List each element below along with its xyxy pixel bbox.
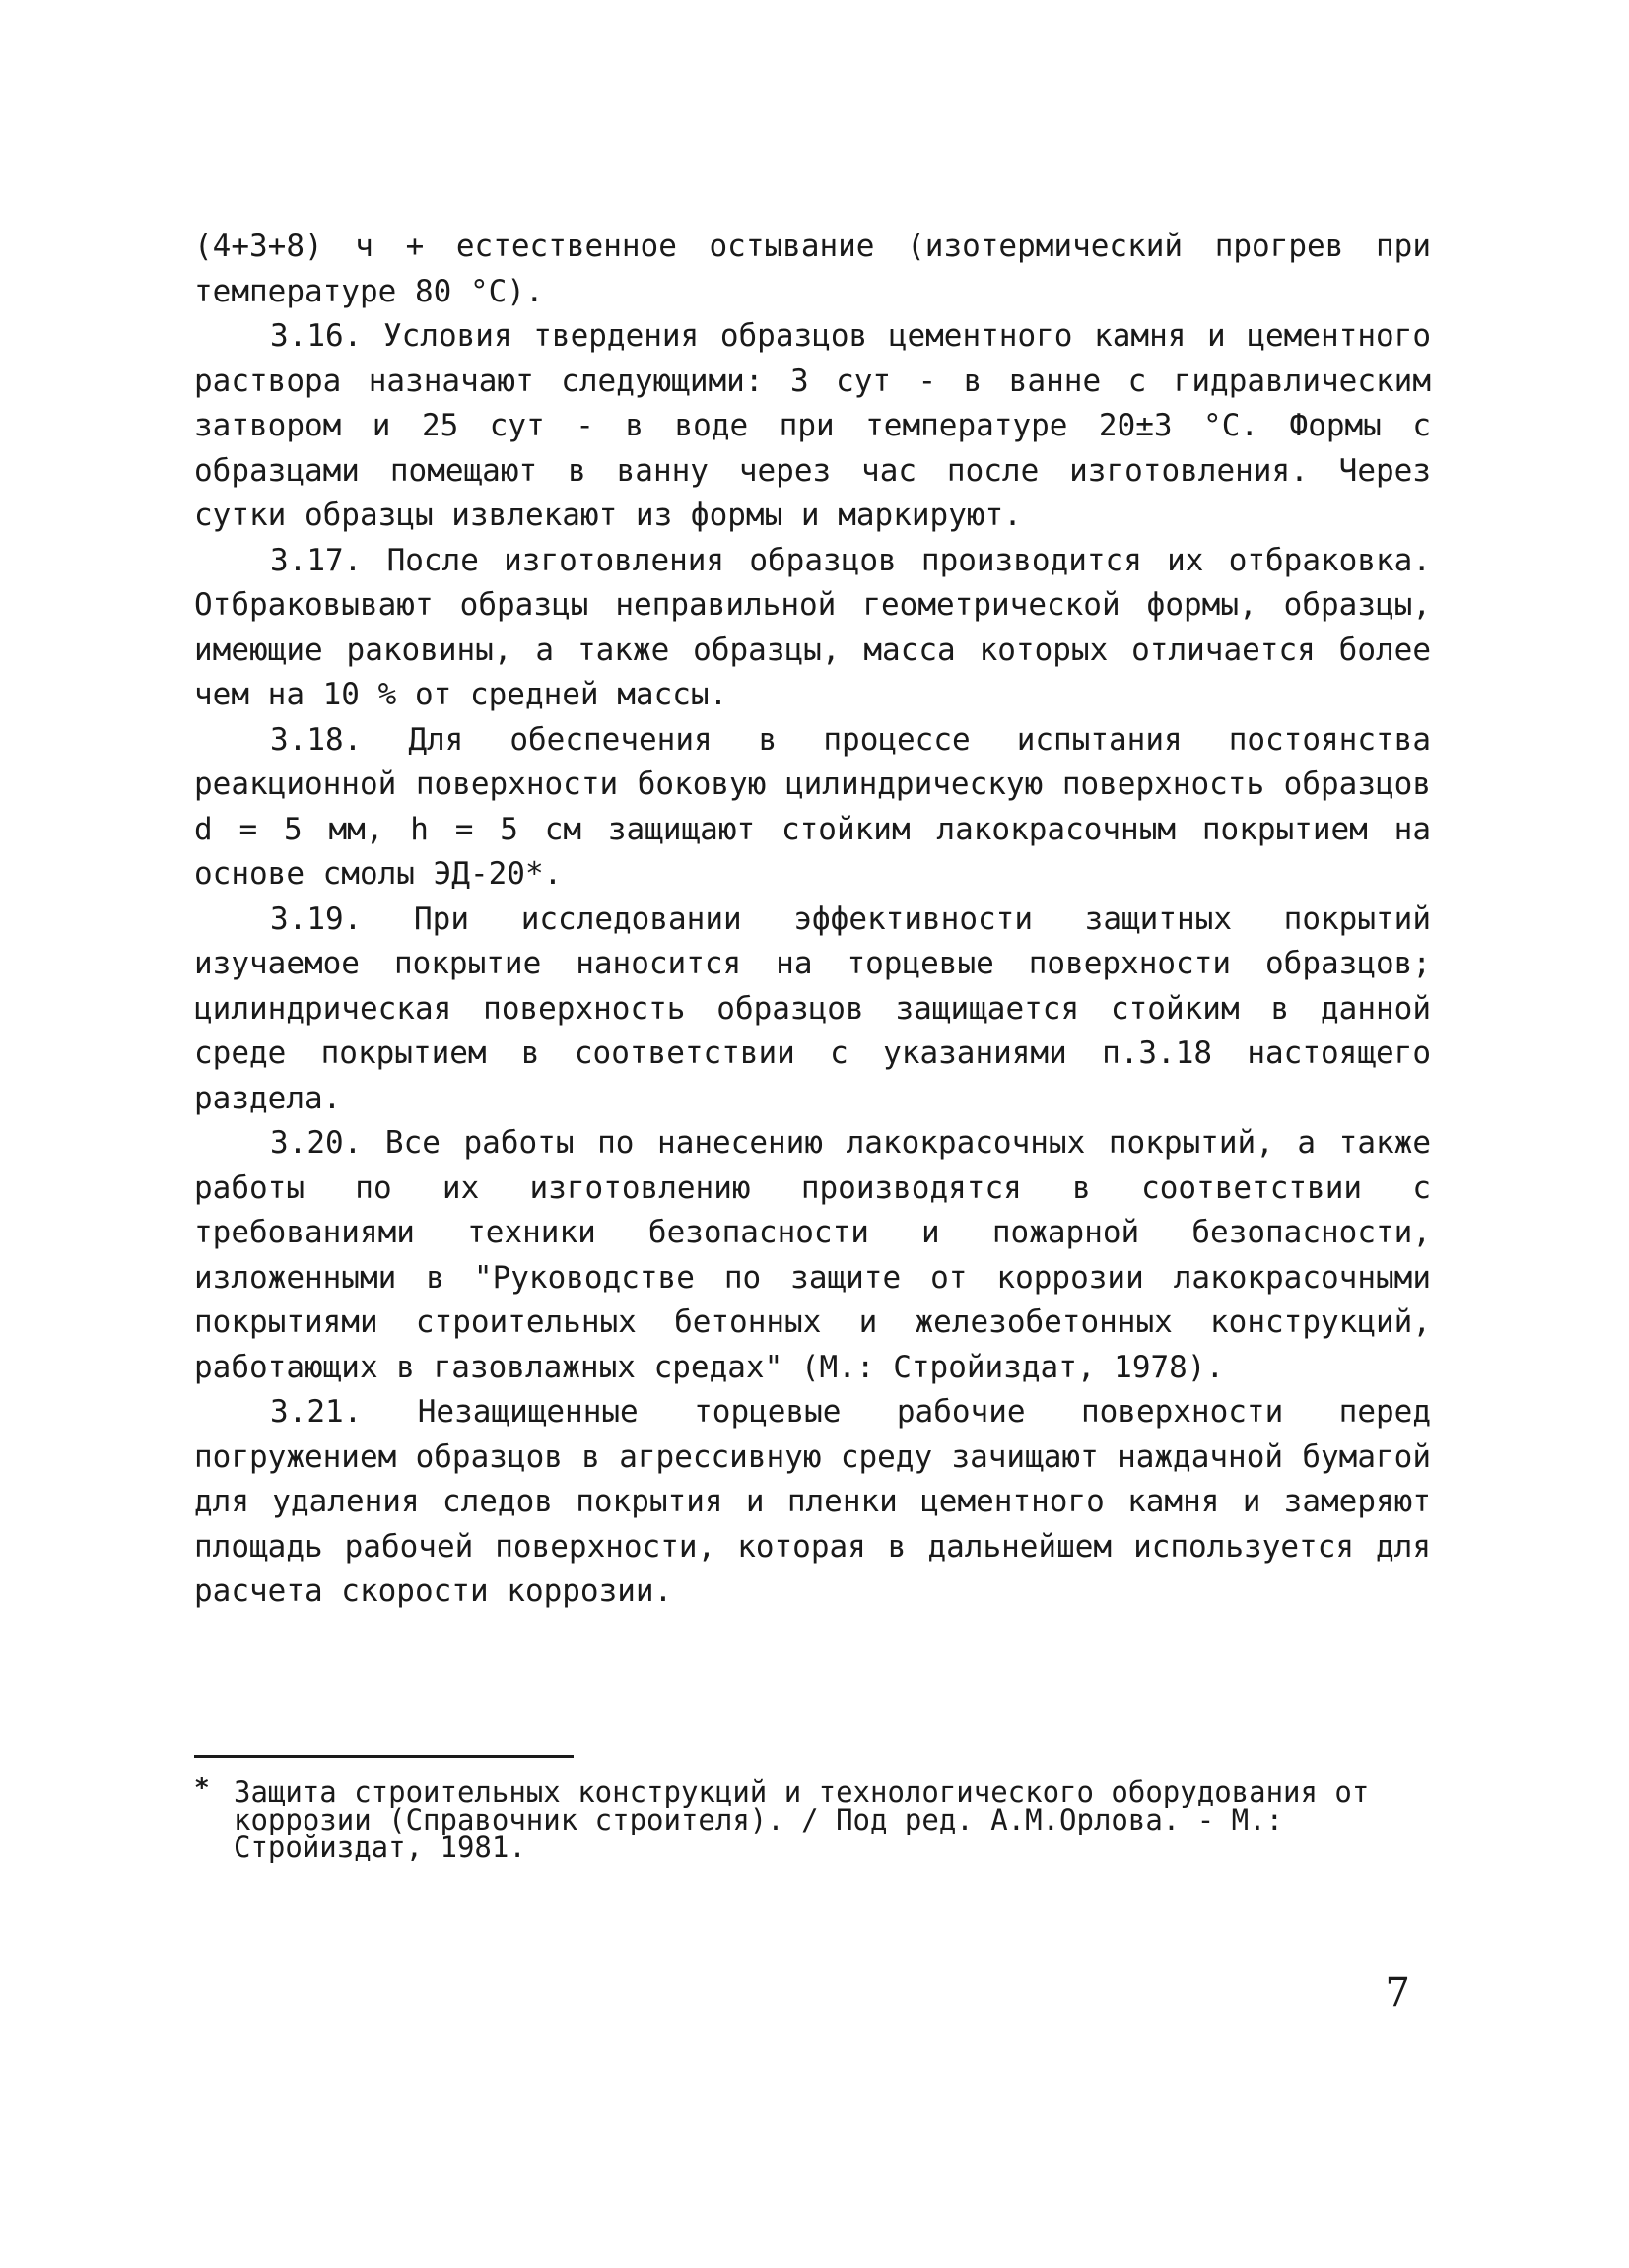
paragraph-3-21: 3.21. Незащищенные торцевые рабочие поверхности перед погружением образцов в агрессивную среду зачищают наждачной бумагой для удаления следов покрытия и пленки цементного камня и замеряют площадь рабочей поверхности, которая в дальнейшем используется для расчета скорости коррозии. — [194, 1394, 1431, 1609]
paragraph-3-19: 3.19. При исследовании эффективности защитных покрытий изучаемое покрытие наносится на торцевые поверхности образцов; цилиндрическая поверхность образцов защищается стойким в данной среде покрытием в соответствии с указаниями п.3.18 настоящего раздела. — [194, 901, 1431, 1116]
paragraph-3-16: 3.16. Условия твердения образцов цементного камня и цементного раствора назначают следующими: 3 сут - в ванне с гидравлическим затвором и 25 сут - в воде при температуре 20±3 °С. Формы с образцами помещают в ванну через час после изготовления. Через сутки образцы извлекают из формы и маркируют. — [194, 318, 1431, 533]
page-number: 7 — [1385, 1970, 1410, 2016]
paragraph-3-17: 3.17. После изготовления образцов производится их отбраковка. Отбраковывают образцы неправильной геометрической формы, образцы, имеющие раковины, а также образцы, масса которых отличается более чем на 10 % от средней массы. — [194, 542, 1431, 712]
footnote-mark: * — [194, 1773, 210, 1803]
footnote — [194, 1773, 1431, 1864]
footnote-text: Защита строительных конструкций и технологического оборудования от коррозии (Справочник строителя). / Под ред. А.М.Орлова. - М.: Стройиздат, 1981. — [234, 1775, 1370, 1864]
body-text — [194, 225, 1431, 1615]
paragraph-continuation: (4+3+8) ч + естественное остывание (изотермический прогрев при температуре 80 °С). — [194, 229, 1431, 309]
paragraph-3-18: 3.18. Для обеспечения в процессе испытания постоянства реакционной поверхности боковую цилиндрическую поверхность образцов d = 5 мм, h = 5 см защищают стойким лакокрасочным покрытием на основе смолы ЭД-20*. — [194, 721, 1431, 892]
footnote-divider — [194, 1755, 574, 1758]
paragraph-3-20: 3.20. Все работы по нанесению лакокрасочных покрытий, а также работы по их изготовлению производятся в соответствии с требованиями техники безопасности и пожарной безопасности, изложенными в "Руководстве по защите от коррозии лакокрасочными покрытиями строительных бетонных и железобетонных конструкций, работающих в газовлажных средах" (М.: Стройиздат, 1978). — [194, 1125, 1431, 1385]
